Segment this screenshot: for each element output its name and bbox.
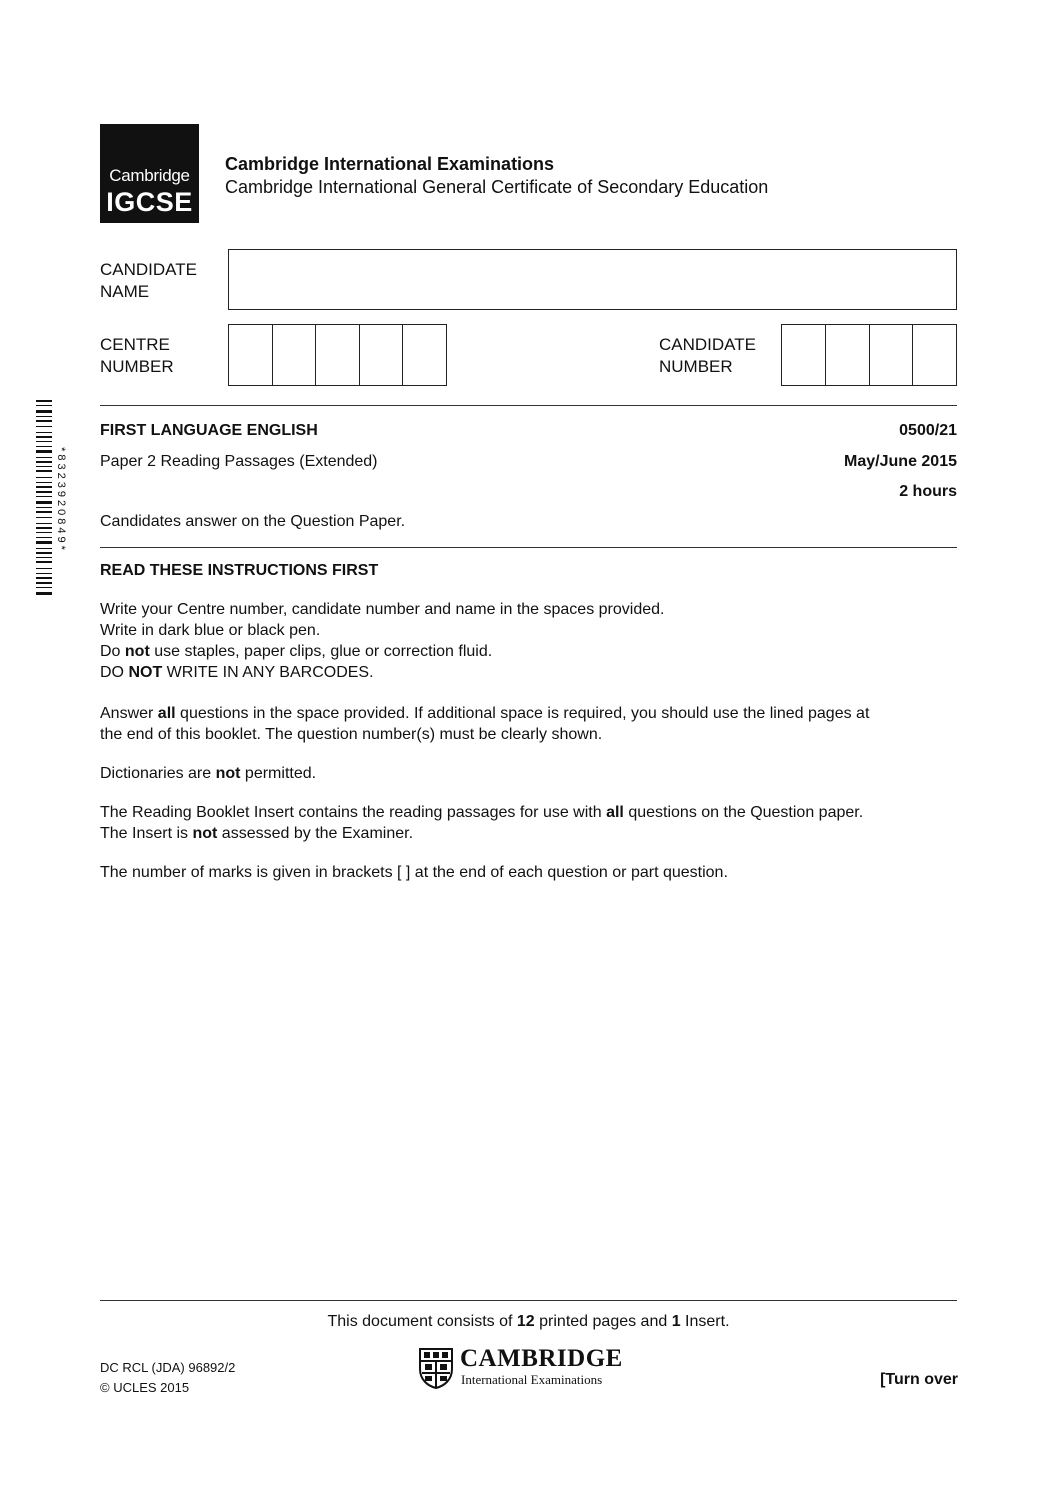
instruction-line: The Reading Booklet Insert contains the reading passages for use with all questions on the Question paper. <box>100 804 864 821</box>
candidate-number-box[interactable] <box>870 325 914 385</box>
page-count-note: This document consists of 12 printed pages and 1 Insert. <box>327 1313 730 1330</box>
barcode-bar <box>36 482 52 483</box>
candidate-name-label-line-1: CANDIDATE <box>100 260 197 279</box>
barcode-bar <box>36 548 52 549</box>
barcode-bar <box>36 523 52 524</box>
barcode-bar <box>36 541 52 544</box>
igcse-logo <box>100 124 199 223</box>
instruction-line: Write your Centre number, candidate number and name in the spaces provided. <box>100 601 665 618</box>
barcode-bar <box>36 491 52 493</box>
centre-number-label-line-1: CENTRE <box>100 335 170 354</box>
instruction-line: Write in dark blue or black pen. <box>100 622 321 639</box>
barcode-bar <box>36 400 52 402</box>
logo-line-1: Cambridge <box>109 166 190 185</box>
paper-title: Paper 2 Reading Passages (Extended) <box>100 453 378 470</box>
barcode-bar <box>36 537 52 538</box>
barcode-bar <box>36 592 52 595</box>
barcode-text: *8323920849* <box>55 447 67 553</box>
barcode-bar <box>36 527 52 529</box>
barcode-bar <box>36 501 52 504</box>
logo-line-2: IGCSE <box>106 187 193 217</box>
cambridge-wordmark-sub: International Examinations <box>461 1372 603 1387</box>
barcode-bar <box>36 470 52 472</box>
barcode-bar <box>36 477 52 478</box>
barcode-bar <box>36 450 52 453</box>
centre-number-label-line-2: NUMBER <box>100 357 174 376</box>
cambridge-wordmark: CAMBRIDGE <box>460 1345 623 1372</box>
centre-number-box[interactable] <box>316 325 360 385</box>
candidate-number-label <box>659 334 756 378</box>
instructions-block-3 <box>100 763 957 784</box>
exam-duration: 2 hours <box>899 483 957 500</box>
instructions-block-1 <box>100 599 957 683</box>
barcode-bar <box>36 486 52 488</box>
barcode-bar <box>36 552 52 554</box>
exam-session: May/June 2015 <box>844 453 957 470</box>
barcode-bar <box>36 461 52 463</box>
instructions-block-4 <box>100 802 957 844</box>
centre-number-label <box>100 334 174 378</box>
barcode-bar <box>36 582 52 584</box>
candidate-name-label-line-2: NAME <box>100 282 150 301</box>
instruction-line: the end of this booklet. The question number(s) must be clearly shown. <box>100 726 603 743</box>
qualification-title: Cambridge International General Certificate of Secondary Education <box>225 177 769 197</box>
candidate-number-box[interactable] <box>826 325 870 385</box>
divider <box>100 547 957 548</box>
instruction-line: The Insert is not assessed by the Examiner. <box>100 825 414 842</box>
exam-board: Cambridge International Examinations <box>225 154 555 174</box>
centre-number-box[interactable] <box>273 325 317 385</box>
barcode-bar <box>36 446 52 447</box>
instruction-line: DO NOT WRITE IN ANY BARCODES. <box>100 664 374 681</box>
barcode-bar <box>36 436 52 438</box>
barcode-bar <box>36 457 52 458</box>
barcode-bar <box>36 532 52 533</box>
candidate-name-field[interactable] <box>228 249 957 310</box>
candidate-number-box[interactable] <box>913 325 956 385</box>
instruction-line: Answer all questions in the space provided. If additional space is required, you should use the lined pages at <box>100 705 870 722</box>
document-reference <box>100 1358 235 1398</box>
paper-code: 0500/21 <box>899 422 957 439</box>
reference-code: DC RCL (JDA) 96892/2 <box>100 1360 236 1375</box>
barcode-bar <box>36 507 52 508</box>
barcode-bar <box>36 573 52 574</box>
instructions-heading: READ THESE INSTRUCTIONS FIRST <box>100 562 379 579</box>
candidate-number-label-line-1: CANDIDATE <box>659 335 756 354</box>
subject: FIRST LANGUAGE ENGLISH <box>100 422 318 439</box>
divider <box>100 1300 957 1301</box>
barcode-bar <box>36 496 52 497</box>
centre-number-box[interactable] <box>229 325 273 385</box>
barcode-bar <box>36 511 52 513</box>
barcode-bar <box>36 405 52 406</box>
divider <box>100 405 957 406</box>
centre-number-boxes[interactable] <box>228 324 447 386</box>
barcode-bar <box>36 441 52 442</box>
cambridge-crest-icon <box>418 1347 454 1389</box>
candidate-name-label <box>100 259 197 303</box>
barcode-bar <box>36 466 52 467</box>
turn-over: [Turn over <box>880 1371 958 1388</box>
instructions-block-2 <box>100 703 957 745</box>
barcode-bar <box>36 432 52 433</box>
candidate-number-box[interactable] <box>782 325 826 385</box>
barcode-bar <box>36 420 52 422</box>
barcode-bar <box>36 426 52 427</box>
instruction-line: Do not use staples, paper clips, glue or correction fluid. <box>100 643 493 660</box>
candidate-number-label-line-2: NUMBER <box>659 357 733 376</box>
centre-number-box[interactable] <box>403 325 446 385</box>
barcode-bar <box>36 557 52 558</box>
barcode-bar <box>36 416 52 417</box>
barcode-icon <box>36 400 67 600</box>
instruction-line: Dictionaries are not permitted. <box>100 765 317 782</box>
barcode-bar <box>36 561 52 563</box>
instruction-line: The number of marks is given in brackets [ ] at the end of each question or part question. <box>100 864 728 881</box>
barcode-bar <box>36 587 52 588</box>
barcode-bar <box>36 577 52 579</box>
barcode-bar <box>36 517 52 518</box>
centre-number-box[interactable] <box>360 325 404 385</box>
barcode-bar <box>36 410 52 413</box>
candidate-number-boxes[interactable] <box>781 324 957 386</box>
barcode-bar <box>36 568 52 569</box>
copyright: © UCLES 2015 <box>100 1380 190 1395</box>
answer-note: Candidates answer on the Question Paper. <box>100 513 406 530</box>
instructions-block-5 <box>100 862 957 883</box>
